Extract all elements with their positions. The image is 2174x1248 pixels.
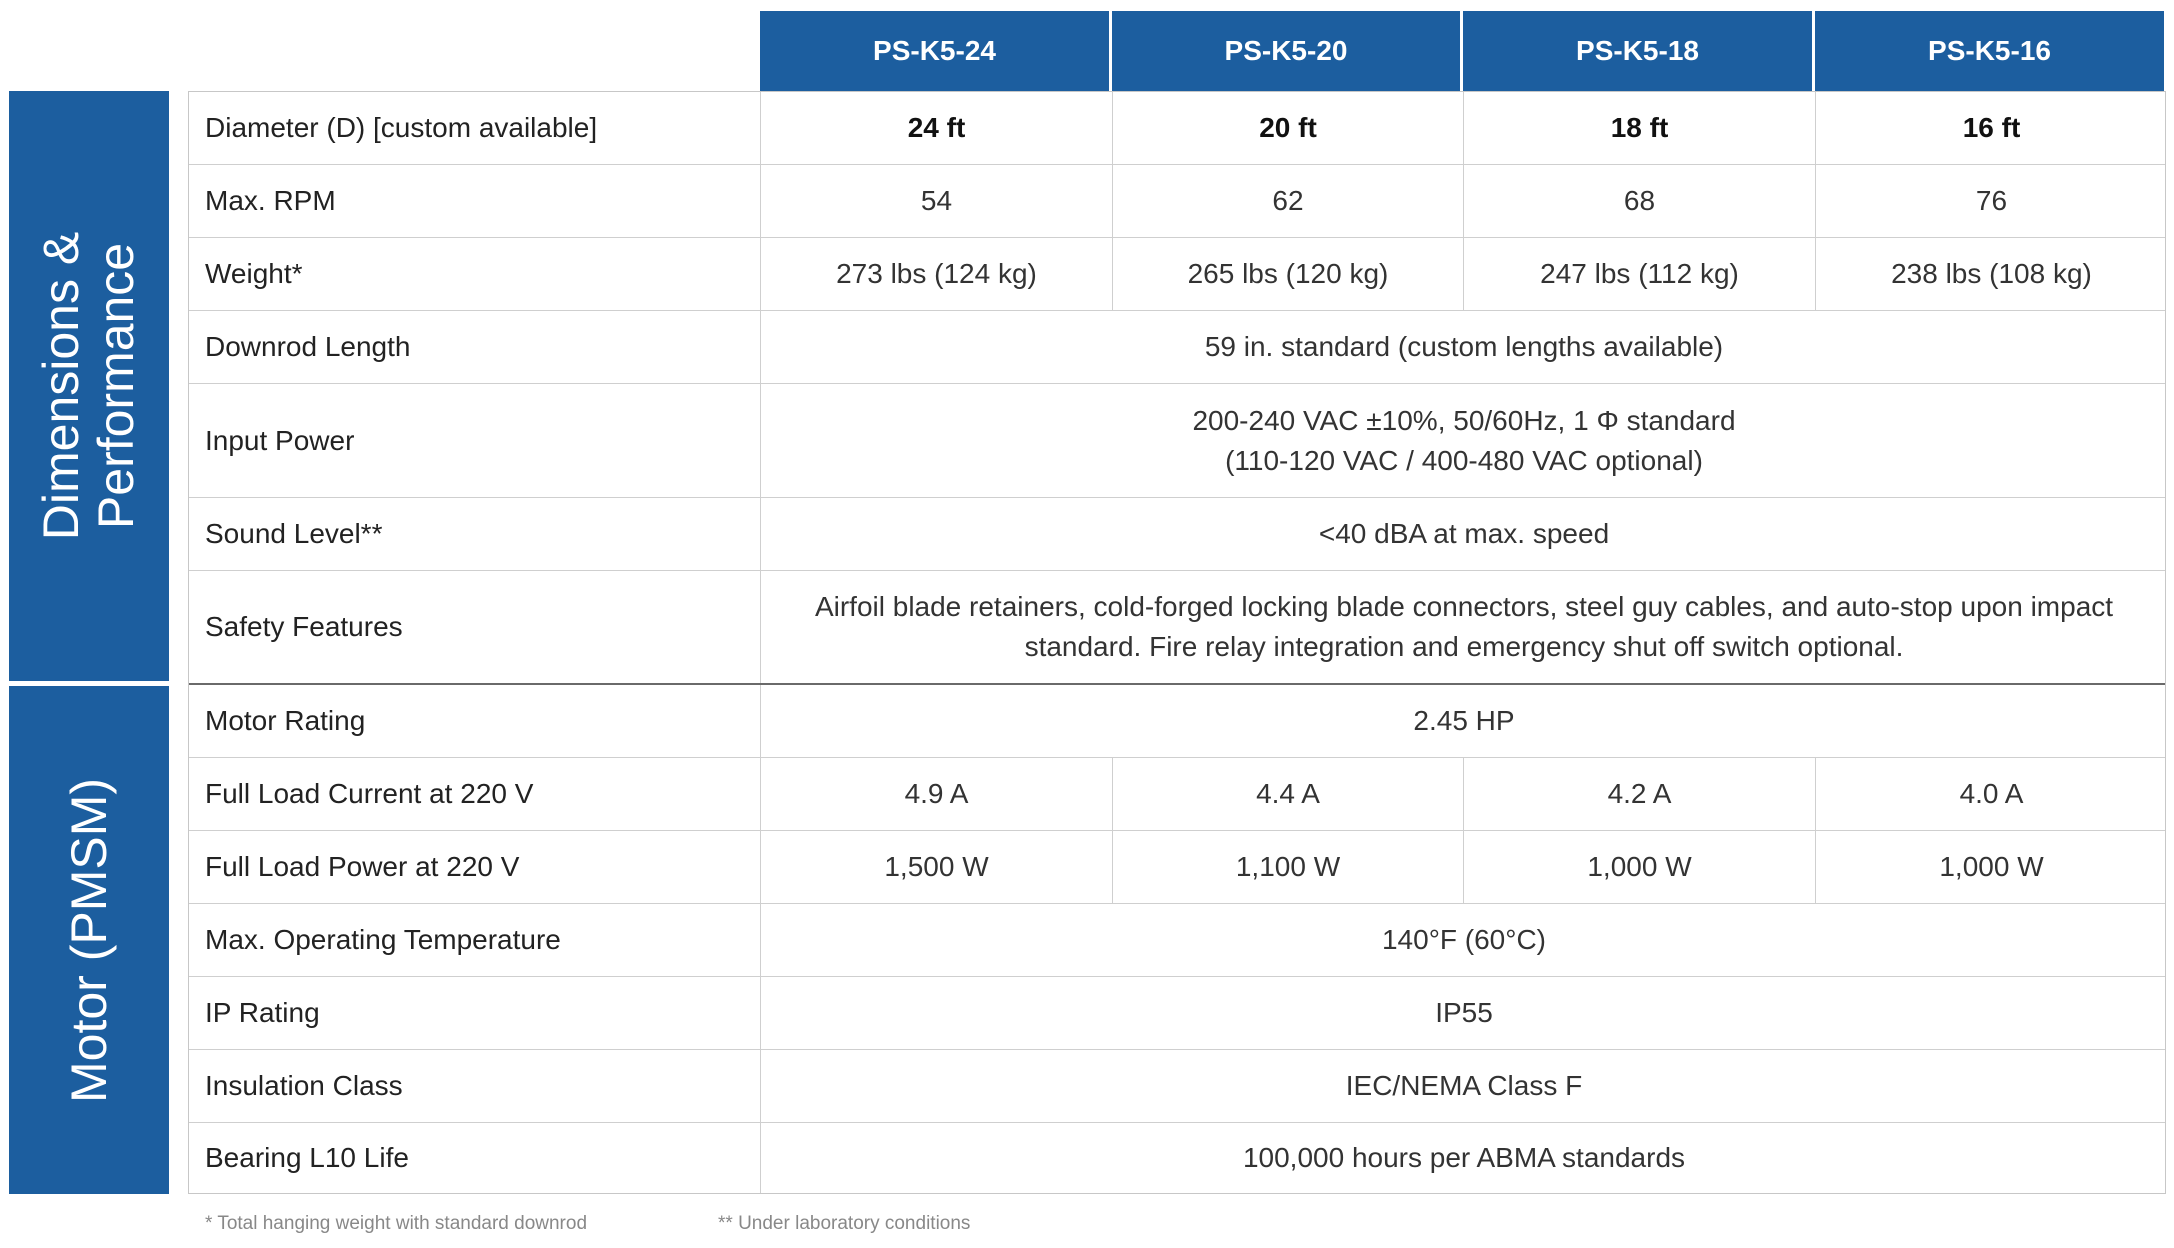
table-row [189, 685, 2165, 758]
group-label-line: Dimensions & [33, 231, 90, 541]
table-row [189, 977, 2165, 1050]
table-cell: 1,500 W [760, 831, 1112, 903]
table-cell: 4.0 A [1815, 758, 2167, 830]
footnote-sound: ** Under laboratory conditions [718, 1213, 971, 1234]
row-label: Max. RPM [205, 185, 336, 216]
table-cell-span: 59 in. standard (custom lengths available) [760, 311, 2167, 383]
row-label: Insulation Class [205, 1070, 403, 1101]
table-cell-span: 140°F (60°C) [760, 904, 2167, 976]
table-cell: 76 [1815, 165, 2167, 237]
table-cell: 24 ft [760, 92, 1112, 164]
row-label: Downrod Length [205, 331, 411, 362]
table-row [189, 165, 2165, 238]
column-header-ps-k5-24: PS-K5-24 [760, 11, 1109, 91]
row-label: Bearing L10 Life [205, 1142, 409, 1173]
table-cell: 4.2 A [1463, 758, 1815, 830]
table-cell: 16 ft [1815, 92, 2167, 164]
cell-line: 200-240 VAC ±10%, 50/60Hz, 1 Φ standard [1192, 404, 1736, 436]
table-cell: 247 lbs (112 kg) [1463, 238, 1815, 310]
row-label: Full Load Current at 220 V [205, 778, 534, 809]
table-cell: 1,000 W [1815, 831, 2167, 903]
row-label: Full Load Power at 220 V [205, 851, 520, 882]
spec-table [188, 91, 2166, 1194]
table-row [189, 238, 2165, 311]
table-row [189, 498, 2165, 571]
table-row [189, 831, 2165, 904]
table-cell-span: IEC/NEMA Class F [760, 1050, 2167, 1122]
table-cell: 238 lbs (108 kg) [1815, 238, 2167, 310]
table-cell: 1,000 W [1463, 831, 1815, 903]
row-label: Weight* [205, 258, 303, 289]
table-cell: 20 ft [1112, 92, 1463, 164]
table-cell-span [760, 571, 2167, 683]
row-label: Sound Level** [205, 518, 383, 549]
table-cell-span: 100,000 hours per ABMA standards [760, 1123, 2167, 1193]
table-row [189, 384, 2165, 498]
table-cell: 4.4 A [1112, 758, 1463, 830]
column-header-ps-k5-16: PS-K5-16 [1815, 11, 2164, 91]
group-label-dimensions-performance [9, 91, 169, 681]
table-cell: 265 lbs (120 kg) [1112, 238, 1463, 310]
table-cell-span: 2.45 HP [760, 685, 2167, 757]
table-cell: 18 ft [1463, 92, 1815, 164]
table-cell: 54 [760, 165, 1112, 237]
row-label: Safety Features [205, 611, 403, 642]
table-cell: 68 [1463, 165, 1815, 237]
table-row [189, 92, 2165, 165]
cell-line: (110-120 VAC / 400-480 VAC optional) [1225, 444, 1703, 476]
table-cell: 273 lbs (124 kg) [760, 238, 1112, 310]
row-label: Motor Rating [205, 705, 366, 736]
table-row [189, 904, 2165, 977]
column-header-ps-k5-18: PS-K5-18 [1463, 11, 1812, 91]
column-header-ps-k5-20: PS-K5-20 [1112, 11, 1460, 91]
table-row [189, 311, 2165, 384]
group-label-line: Motor (PMSM) [60, 777, 117, 1103]
cell-line: standard. Fire relay integration and emergency shut off switch optional. [1024, 631, 1904, 662]
row-label: IP Rating [205, 997, 320, 1028]
table-cell-span: <40 dBA at max. speed [760, 498, 2167, 570]
table-row [189, 758, 2165, 831]
table-cell: 1,100 W [1112, 831, 1463, 903]
row-label: Max. Operating Temperature [205, 924, 561, 955]
table-row [189, 1050, 2165, 1123]
table-row [189, 571, 2165, 685]
table-cell-span [760, 384, 2167, 497]
table-cell: 62 [1112, 165, 1463, 237]
group-label-line: Performance [88, 242, 145, 530]
row-label: Diameter (D) [custom available] [205, 112, 598, 143]
table-cell-span: IP55 [760, 977, 2167, 1049]
group-label-motor [9, 686, 169, 1194]
table-cell: 4.9 A [760, 758, 1112, 830]
cell-line: Airfoil blade retainers, cold-forged locking blade connectors, steel guy cables, and auto-stop upon impact [814, 591, 2114, 622]
footnote-weight: * Total hanging weight with standard downrod [205, 1213, 588, 1234]
row-label: Input Power [205, 424, 355, 456]
table-row [189, 1123, 2165, 1193]
